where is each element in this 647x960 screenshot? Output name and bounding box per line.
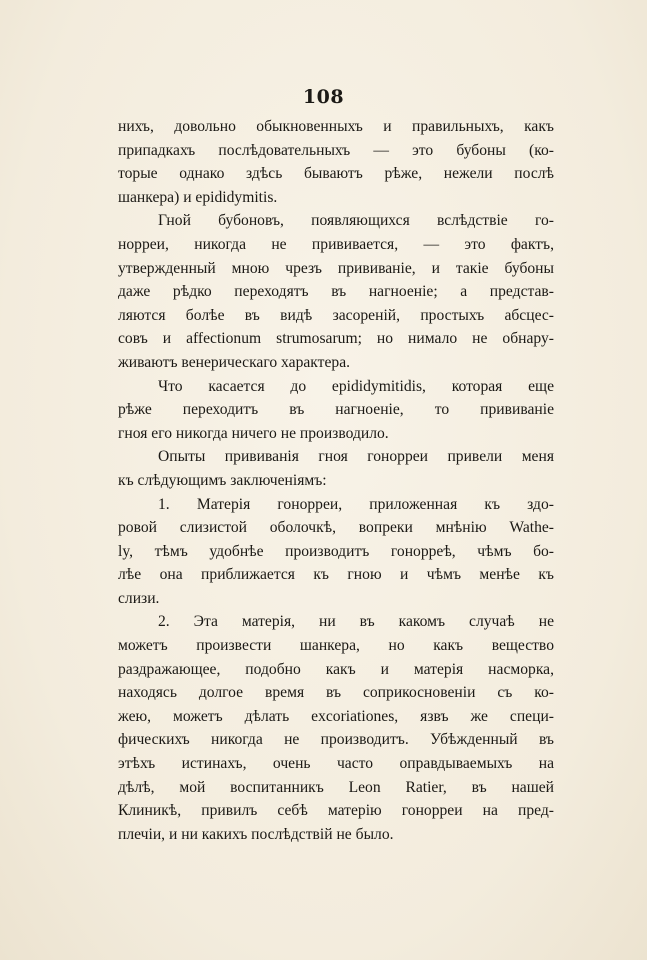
text-line: можетъ произвести шанкера, но какъ вещество xyxy=(118,637,554,655)
paragraph xyxy=(118,115,554,209)
text-line: жею, можетъ дѣлать excoriationes, язвъ же специ- xyxy=(118,707,554,725)
text-line: этѣхъ истинахъ, очень часто оправдываемыхъ на xyxy=(118,755,554,773)
text-line: къ слѣдующимъ заключеніямъ: xyxy=(118,471,327,489)
text-line: живаютъ венерическаго характера. xyxy=(118,353,351,371)
paragraph xyxy=(118,209,554,374)
text-line: ровой слизистой оболочкѣ, вопреки мнѣнію Wathe- xyxy=(118,519,554,537)
page-number: 108 xyxy=(302,86,345,108)
text-line: 2. Эта матерія, ни въ какомъ случаѣ не xyxy=(158,613,554,631)
text-line: торые однако здѣсь бываютъ рѣже, нежели послѣ xyxy=(118,165,554,183)
text-line: утвержденный мною чрезъ прививаніе, и такіе бубоны xyxy=(118,259,554,277)
paragraph xyxy=(118,493,554,611)
paragraph xyxy=(118,610,554,846)
text-line: раздражающее, подобно какъ и матерія насморка, xyxy=(118,660,554,678)
text-line: фическихъ никогда не производитъ. Убѣжденный въ xyxy=(118,731,554,749)
text-line: совъ и affectionum strumosarum; но нимало не обнару- xyxy=(118,330,554,348)
text-line: даже рѣдко переходятъ въ нагноеніе; а представ- xyxy=(118,283,554,301)
text-line: ly, тѣмъ удобнѣе производитъ гонорреѣ, чѣмъ бо- xyxy=(118,542,554,560)
text-line: Опыты прививанія гноя гонорреи привели меня xyxy=(158,448,554,466)
text-line: гноя его никогда ничего не производило. xyxy=(118,424,389,442)
paragraph xyxy=(118,375,554,446)
text-line: 1. Матерія гонорреи, приложенная къ здо- xyxy=(158,495,554,513)
text-line: дѣлѣ, мой воспитанникъ Leon Ratier, въ нашей xyxy=(118,778,554,796)
text-line: Клиникѣ, привилъ себѣ матерію гонорреи на пред- xyxy=(118,802,554,820)
body-text xyxy=(118,115,554,846)
text-line: рѣже переходитъ въ нагноеніе, то прививаніе xyxy=(118,401,554,419)
text-line: припадкахъ послѣдовательныхъ — это бубоны (ко- xyxy=(118,141,554,159)
text-line: Что касается до epididymitidis, которая еще xyxy=(158,377,554,395)
text-line: шанкера) и epididymitis. xyxy=(118,188,278,206)
text-line: находясь долгое время въ соприкосновеніи съ ко- xyxy=(118,684,554,702)
text-line: Гной бубоновъ, появляющихся вслѣдствіе го- xyxy=(158,212,554,230)
text-line: плечіи, и ни какихъ послѣдствій не было. xyxy=(118,825,394,843)
text-line: слизи. xyxy=(118,589,160,607)
text-line: ляются болѣе въ видѣ засореній, простыхъ абсцес- xyxy=(118,306,554,324)
text-line: норреи, никогда не прививается, — это фактъ, xyxy=(118,235,554,253)
text-line: лѣе она приближается къ гною и чѣмъ менѣе къ xyxy=(118,566,554,584)
text-line: нихъ, довольно обыкновенныхъ и правильныхъ, какъ xyxy=(118,118,554,135)
paragraph xyxy=(118,445,554,492)
